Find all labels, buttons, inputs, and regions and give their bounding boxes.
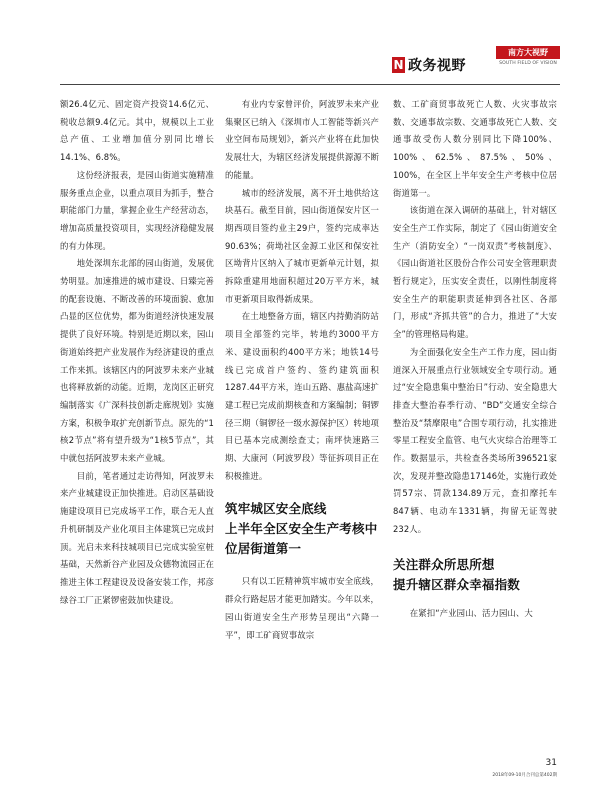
section-heading: 关注群众所思所想	[393, 556, 495, 572]
magazine-section-logo	[392, 56, 496, 74]
header-divider	[60, 84, 560, 85]
paragraph: 在土地整备方面，辖区内持勤消防站项目全部签约完毕，转地约3000平方米、建设面积约400平方米；地铁14号线已完成首户签约、签约建筑面积1287.44平方米，连山五路、惠盐高速扩建工程已完成前期核查和方案编制；铜锣径三期（铜锣径一级水源保护区）转地项目已基本完成测绘查丈；南坪快速路三期、大康河（阿波罗段）等征拆项目正在积极推进。	[225, 311, 379, 481]
paragraph: 这份经济报表，是园山街道实施精准服务重点企业，以重点项目为抓手，整合职能部门力量，掌握企业生产经营动态，增加高质量投资项目，实现经济稳健发展的有力体现。	[60, 169, 214, 251]
n-logo-icon: N	[393, 58, 404, 72]
paragraph: 目前，笔者通过走访得知，阿波罗未来产业城建设正加快推进。启动区基础设施建设项目已完成场平工作，联合无人直升机研制及产业化项目主体建筑已完成封顶。光启未来科技城项目已完成实验室桩基础，天然新谷产业园及众德物流园正在推进主体工程建设及设备安装工作，邦彦绿谷工厂正紧锣密鼓加快建设。	[60, 470, 214, 605]
paragraph: 地处深圳东北部的园山街道，发展优势明显。加速推进的城市建设、日臻完善的配套设施、不断改善的环境面貌、愈加凸显的区位优势，都为街道经济快速发展提供了良好环境。特别是近期以来，园山街道始终把产业发展作为经济建设的重点工作来抓。该辖区内的阿波罗未来产业城也将释放新的动能。近期，龙岗区正研究编制落实《广深科技创新走廊规划》实施方案，积极争取扩充创新节点。原先的“1核2节点”将有望升级为“1核5节点”，其中就包括阿波罗未来产业城。	[60, 258, 214, 464]
paragraph: 有业内专家曾评价，阿波罗未来产业集聚区已纳入《深圳市人工智能等新兴产业空间布局规划》，新兴产业将在此加快发展壮大，为辖区经济发展提供源源不断的能量。	[225, 99, 379, 180]
magazine-tag	[496, 46, 560, 68]
section-title: 政务视野	[408, 58, 466, 74]
magazine-name: 南方大视野	[496, 46, 560, 59]
section-heading: 提升辖区群众幸福指数	[393, 576, 521, 592]
paragraph: 数、工矿商贸事故死亡人数、火灾事故宗数、交通事故宗数、交通事故死亡人数、交通事故受伤人数分别同比下降100%、100%、62.5%、87.5%、50%、100%，在全区上半年安全生产考核中位居街道第一。	[393, 99, 557, 198]
magazine-english-name: SOUTH FIELD OF VISION	[499, 61, 557, 66]
column-2	[225, 96, 379, 644]
section-heading: 筑牢城区安全底线	[225, 501, 327, 517]
paragraph: 该街道在深入调研的基础上，针对辖区安全生产工作实际，制定了《园山街道安全生产（消防安全）“一岗双责”考核制度》、《园山街道社区股份合作公司安全管理职责暂行规定》，压实安全责任，以刚性制度将安全生产的职能职责延伸到各社区、各部门，形成“齐抓共管”的合力，推进了“大安全”的管理格局构建。	[393, 205, 557, 340]
paragraph: 为全面强化安全生产工作力度，园山街道深入开展重点行业领域安全专项行动。通过“安全隐患集中整治日”行动、安全隐患大排查大整治春季行动、“BD”交通安全综合整治及“禁摩限电”合围专项行动，扎实推进零星工程安全监管、电气火灾综合治理等工作。数据显示，共检查各类场所396521家次，发现并整改隐患17146处，实施行政处罚57宗、罚款134.89万元，查扣摩托车847辆、电动车1331辆，拘留无证驾驶232人。	[393, 346, 557, 534]
paragraph: 额26.4亿元、固定资产投资14.6亿元、税收总额9.4亿元。其中，规模以上工业总产值、工业增加值分别同比增长14.1%、6.8%。	[60, 99, 214, 163]
column-3	[393, 96, 557, 622]
section-heading: 上半年全区安全生产考核中	[225, 521, 378, 537]
paragraph: 在紧扣“产业园山、活力园山、大	[409, 607, 533, 618]
paragraph: 城市的经济发展，离不开土地供给这块基石。截至目前，园山街道保安片区一期西项目签约业主29户，签约完成率达90.63%；荷坳社区金源工业区和保安社区坳背片区纳入了城市更新单元计划，拟拆除重建用地面积超过20万平方米，城市更新项目取得新成果。	[225, 187, 379, 304]
page-number: 31	[545, 758, 557, 768]
paragraph: 只有以工匠精神筑牢城市安全底线，群众行路起居才能更加踏实。今年以来，园山街道安全生产形势呈现出“六降一平”，即工矿商贸事故宗	[225, 576, 379, 640]
issue-info: 2018年09-10月合刊总第402期	[492, 773, 557, 778]
section-heading: 位居街道第一	[225, 541, 302, 557]
column-1	[60, 96, 214, 609]
